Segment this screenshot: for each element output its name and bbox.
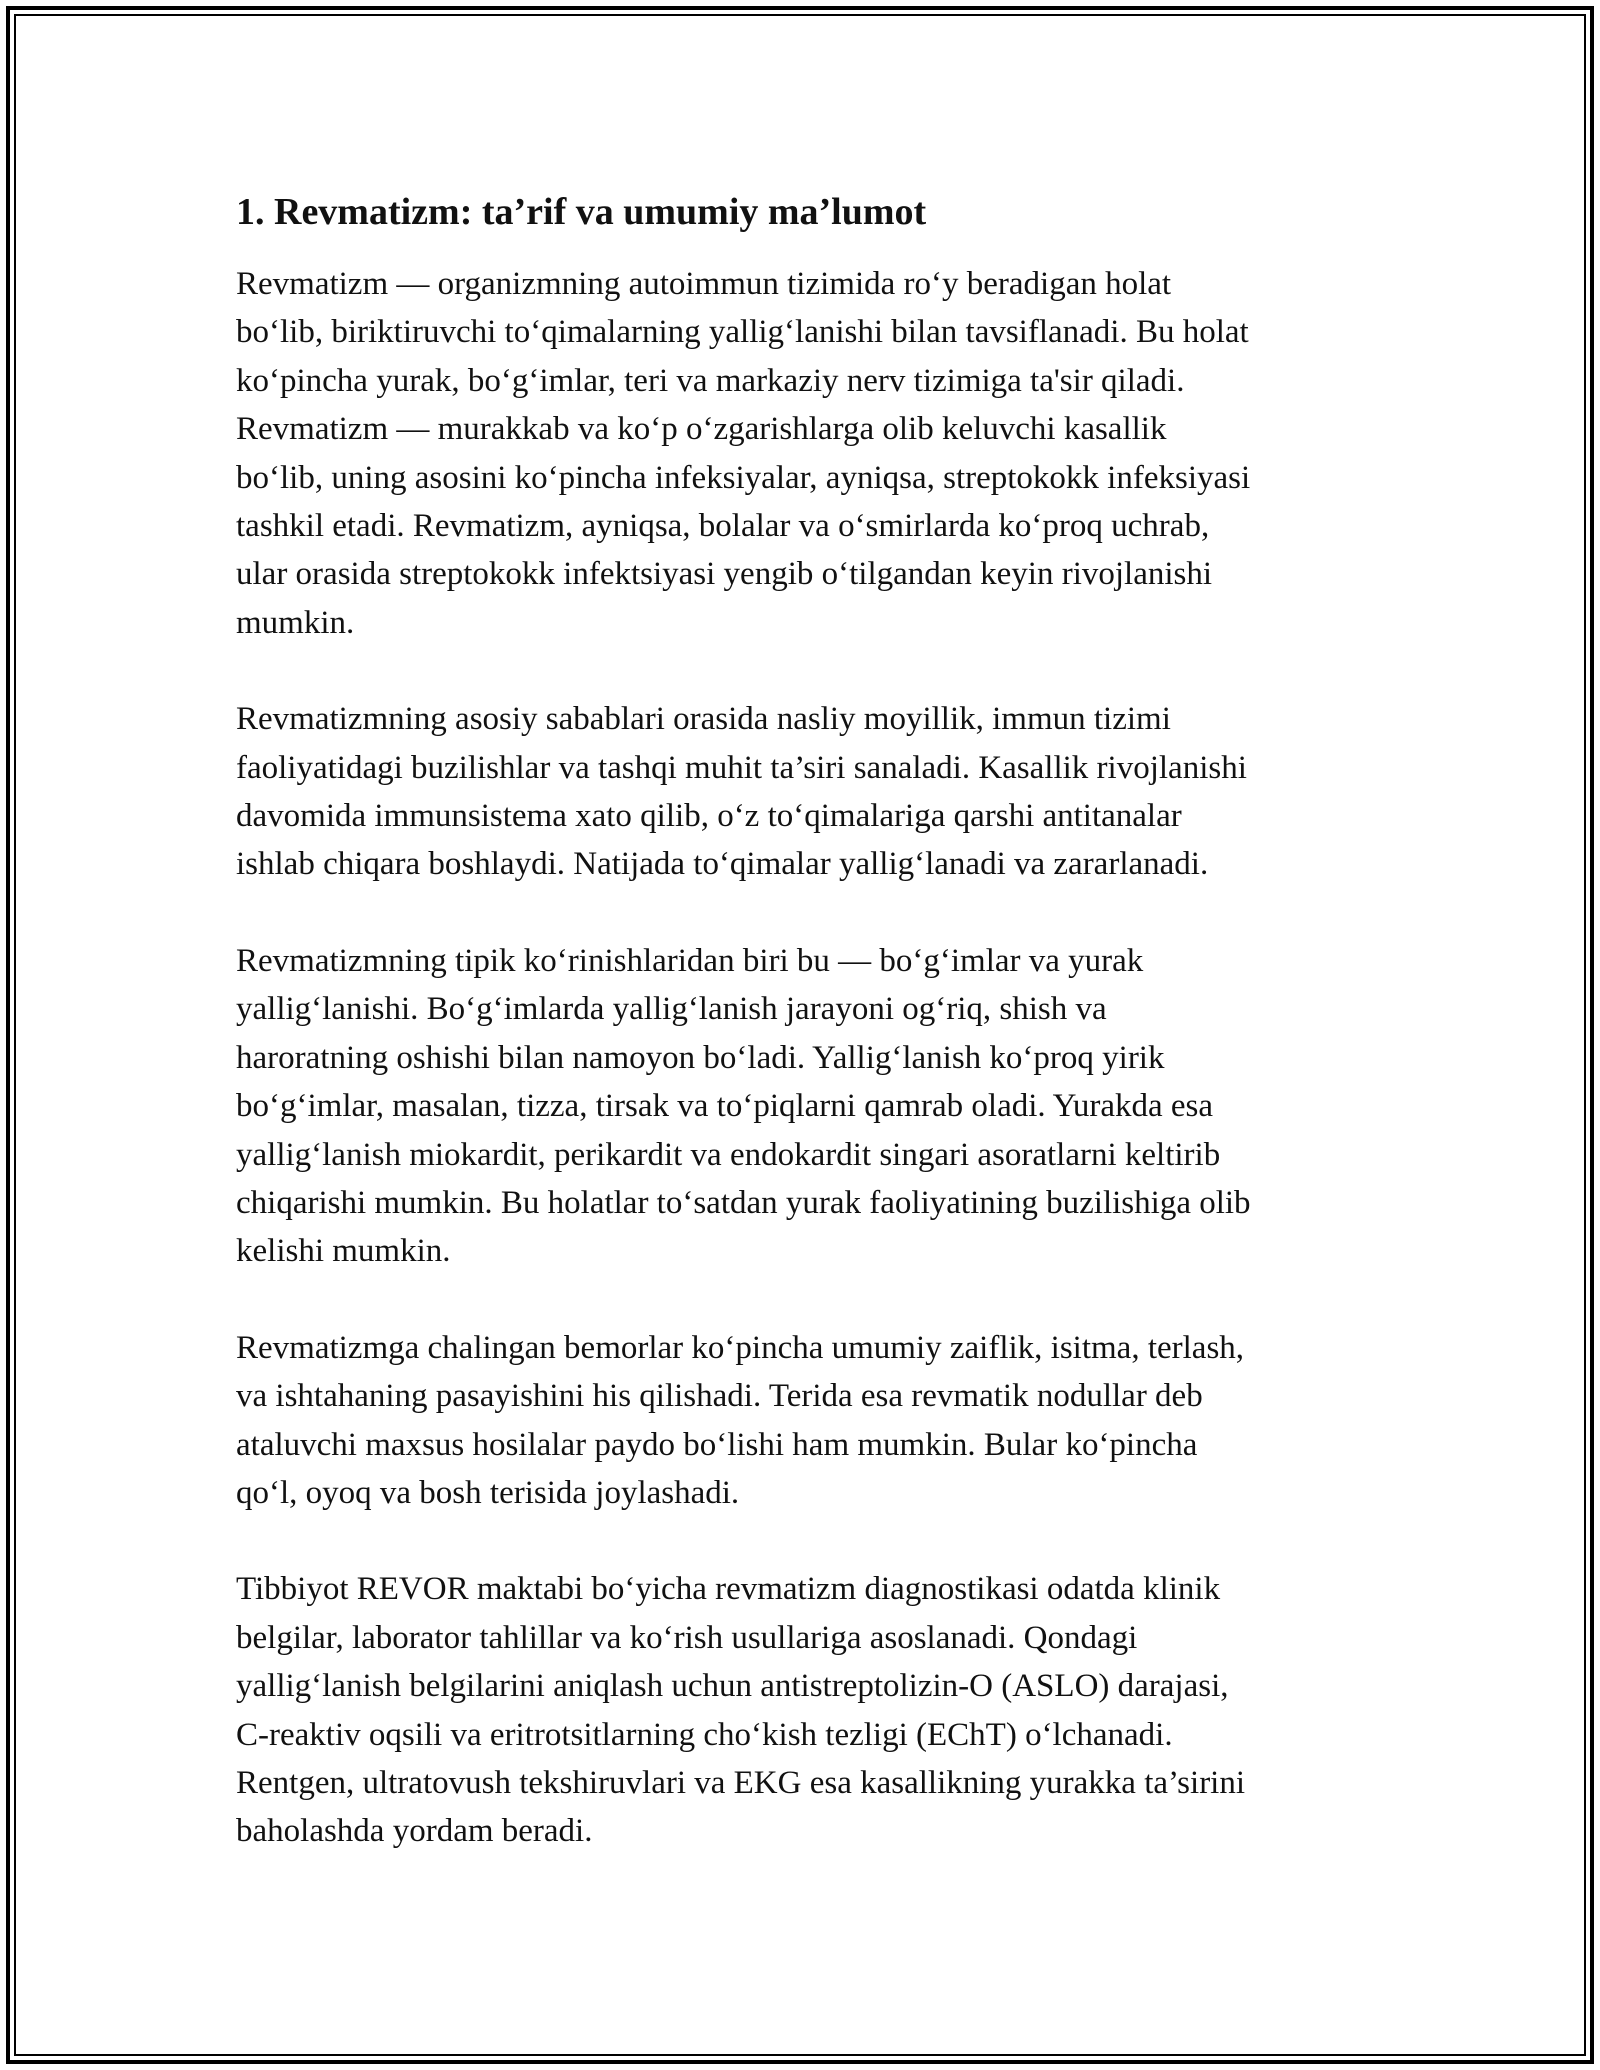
section-heading: 1. Revmatizm: ta’rif va umumiy ma’lumot (236, 191, 927, 233)
text-line: mumkin. (236, 604, 355, 641)
paragraph-causes (236, 695, 1376, 889)
text-line: yallig‘lanish miokardit, perikardit va endokardit singari asoratlarni keltirib (236, 1136, 1221, 1173)
text-line: chiqarishi mumkin. Bu holatlar to‘satdan yurak faoliyatining buzilishiga olib (236, 1184, 1251, 1221)
text-line: Rentgen, ultratovush tekshiruvlari va EKG esa kasallikning yurakka ta’sirini (236, 1764, 1246, 1801)
text-line: tashkil etadi. Revmatizm, ayniqsa, bolalar va o‘smirlarda ko‘proq uchrab, (236, 508, 1210, 545)
paragraph-manifestations (236, 937, 1376, 1276)
paragraph-symptoms (236, 1324, 1376, 1518)
text-line: Revmatizmning tipik ko‘rinishlaridan biri bu — bo‘g‘imlar va yurak (236, 942, 1144, 979)
text-line: Tibbiyot REVOR maktabi bo‘yicha revmatizm diagnostikasi odatda klinik (236, 1571, 1221, 1608)
text-line: Revmatizm — murakkab va ko‘p o‘zgarishlarga olib keluvchi kasallik (236, 411, 1167, 448)
paragraph-definition (236, 260, 1376, 647)
text-line: C-reaktiv oqsili va eritrotsitlarning cho‘kish tezligi (EChT) o‘lchanadi. (236, 1716, 1173, 1753)
text-line: bo‘g‘imlar, masalan, tizza, tirsak va to‘piqlarni qamrab oladi. Yurakda esa (236, 1088, 1214, 1125)
document-body (236, 186, 1376, 1904)
text-line: Revmatizmning asosiy sabablari orasida nasliy moyillik, immun tizimi (236, 701, 1171, 738)
text-line: yallig‘lanish belgilarini aniqlash uchun antistreptolizin-O (ASLO) darajasi, (236, 1668, 1229, 1705)
text-line: Revmatizmga chalingan bemorlar ko‘pincha umumiy zaiflik, isitma, terlash, (236, 1329, 1245, 1366)
text-line: ishlab chiqara boshlaydi. Natijada to‘qimalar yallig‘lanadi va zararlanadi. (236, 846, 1209, 883)
text-line: va ishtahaning pasayishini his qilishadi. Terida esa revmatik nodullar deb (236, 1378, 1203, 1415)
text-line: bo‘lib, uning asosini ko‘pincha infeksiyalar, ayniqsa, streptokokk infeksiyasi (236, 459, 1251, 496)
text-line: baholashda yordam beradi. (236, 1813, 593, 1850)
paragraph-diagnostics (236, 1565, 1376, 1855)
text-line: Revmatizm — organizmning autoimmun tizimida ro‘y beradigan holat (236, 266, 1172, 302)
text-line: qo‘l, oyoq va bosh terisida joylashadi. (236, 1474, 740, 1511)
text-line: davomida immunsistema xato qilib, o‘z to‘qimalariga qarshi antitanalar (236, 798, 1182, 835)
text-line: ko‘pincha yurak, bo‘g‘imlar, teri va markaziy nerv tizimiga ta'sir qiladi. (236, 362, 1185, 399)
text-line: kelishi mumkin. (236, 1233, 451, 1270)
text-line: bo‘lib, biriktiruvchi to‘qimalarning yallig‘lanishi bilan tavsiflanadi. Bu holat (236, 314, 1249, 351)
text-line: ataluvchi maxsus hosilalar paydo bo‘lishi ham mumkin. Bular ko‘pincha (236, 1426, 1198, 1463)
text-line: yallig‘lanishi. Bo‘g‘imlarda yallig‘lanish jarayoni og‘riq, shish va (236, 991, 1107, 1028)
text-line: belgilar, laborator tahlillar va ko‘rish usullariga asoslanadi. Qondagi (236, 1619, 1138, 1656)
text-line: faoliyatidagi buzilishlar va tashqi muhit ta’siri sanaladi. Kasallik rivojlanishi (236, 749, 1247, 786)
text-line: ular orasida streptokokk infektsiyasi yengib o‘tilgandan keyin rivojlanishi (236, 556, 1213, 593)
text-line: haroratning oshishi bilan namoyon bo‘ladi. Yallig‘lanish ko‘proq yirik (236, 1039, 1165, 1076)
